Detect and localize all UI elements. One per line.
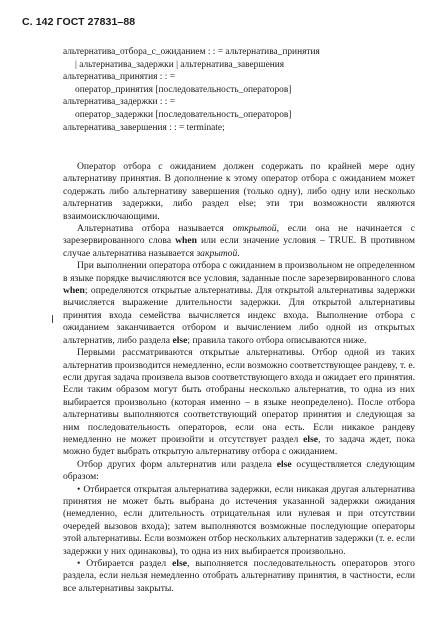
syntax-block: [63, 46, 413, 134]
paragraph: При выполнении оператора отбора с ожиданием в произвольном не определенном в языке порядке вычисляются все условия, заданные после зарезервированного слова when; определяются открытые альтернативы. Для открытой альтернативы задержки вычисляется выражение длительности задержки. Для открытой альтернативы принятия входа семейства вычисляется индекс входа. Выполнение отбора с ожиданием заканчивается отбором и вычислением либо одной из открытых альтернатив, либо раздела else; правила такого отбора описываются ниже.: [63, 260, 415, 346]
term-open: открытой: [232, 223, 277, 235]
term-closed: закрытой: [196, 247, 238, 259]
keyword: when: [175, 235, 197, 247]
keyword: else: [276, 458, 292, 470]
syntax-line: альтернатива_отбора_с_ожиданием : : = альтернатива_принятия: [63, 47, 320, 57]
syntax-line: альтернатива_завершения : : = terminate;: [63, 122, 225, 133]
margin-mark: [52, 315, 53, 323]
body-text: [63, 161, 415, 595]
keyword: else: [172, 334, 188, 346]
syntax-line: альтернатива_задержки : : =: [63, 97, 176, 108]
paragraph: Первыми рассматриваются открытые альтернативы. Отбор одной из таких альтернатив производится немедленно, если возможно соответствующее рандеву, т. е. если другая задача произвела вызов соответствующего входа и ожидает его принятия. Если таким образом могут быть отобраны несколько альтернатив, то одна из них выбирается произвольно (которая именно – в языке неопределено). После отбора альтернативы выполняются соответствующий оператор принятия и следующая за ним последовательность операторов, если она есть. Если никакое рандеву немедленно не может произойти и отсутствует раздел else, то задача ждет, пока можно будет выбрать открытую альтернативу отбора с ожиданием.: [63, 347, 415, 458]
keyword: when: [63, 285, 85, 297]
keyword: else: [303, 433, 319, 445]
keyword: else: [172, 558, 188, 569]
page-header: С. 142 ГОСТ 27831–88: [22, 16, 136, 28]
syntax-line: альтернатива_принятия : : =: [63, 72, 175, 83]
syntax-line: оператор_задержки [последовательность_операторов]: [75, 109, 292, 120]
paragraph: Оператор отбора с ожиданием должен содержать по крайней мере одну альтернативу принятия. В дополнение к этому оператор отбора с ожиданием может содержать либо альтернативу завершения (только одну), либо одну или несколько альтернатив задержки, либо раздел else; эти три возможности являются взаимоисключающими.: [63, 161, 415, 222]
syntax-line: оператор_принятия [последовательность_операторов]: [75, 84, 292, 95]
syntax-line: | альтернатива_задержки | альтернатива_завершения: [75, 59, 285, 70]
paragraph: Отбор других форм альтернатив или раздела else осуществляется следующим образом:: [63, 458, 415, 483]
bullet-paragraph: • Отбирается открытая альтернатива задержки, если никакая другая альтернатива принятия не может быть выбрана до истечения указанной задержки ожидания (немедленно, если длительность отрицательная или нулевая и при отсутствии очередей вызовов входа); затем выполняются возможные последующие операторы этой альтернативы. Если возможен отбор нескольких альтернатив задержки (т. е. если задержки у них одинаковы), то одна из них выбирается произвольно.: [63, 483, 415, 557]
paragraph: Альтернатива отбора называется открытой, если она не начинается с зарезервированного слова when или если значение условия – TRUE. В противном случае альтернатива называется закрытой.: [63, 223, 415, 259]
bullet-paragraph: • Отбирается раздел else, выполняется последовательность операторов этого раздела, если нельзя немедленно отобрать альтернативу принятия, в частности, если все альтернативы закрыты.: [63, 558, 415, 594]
